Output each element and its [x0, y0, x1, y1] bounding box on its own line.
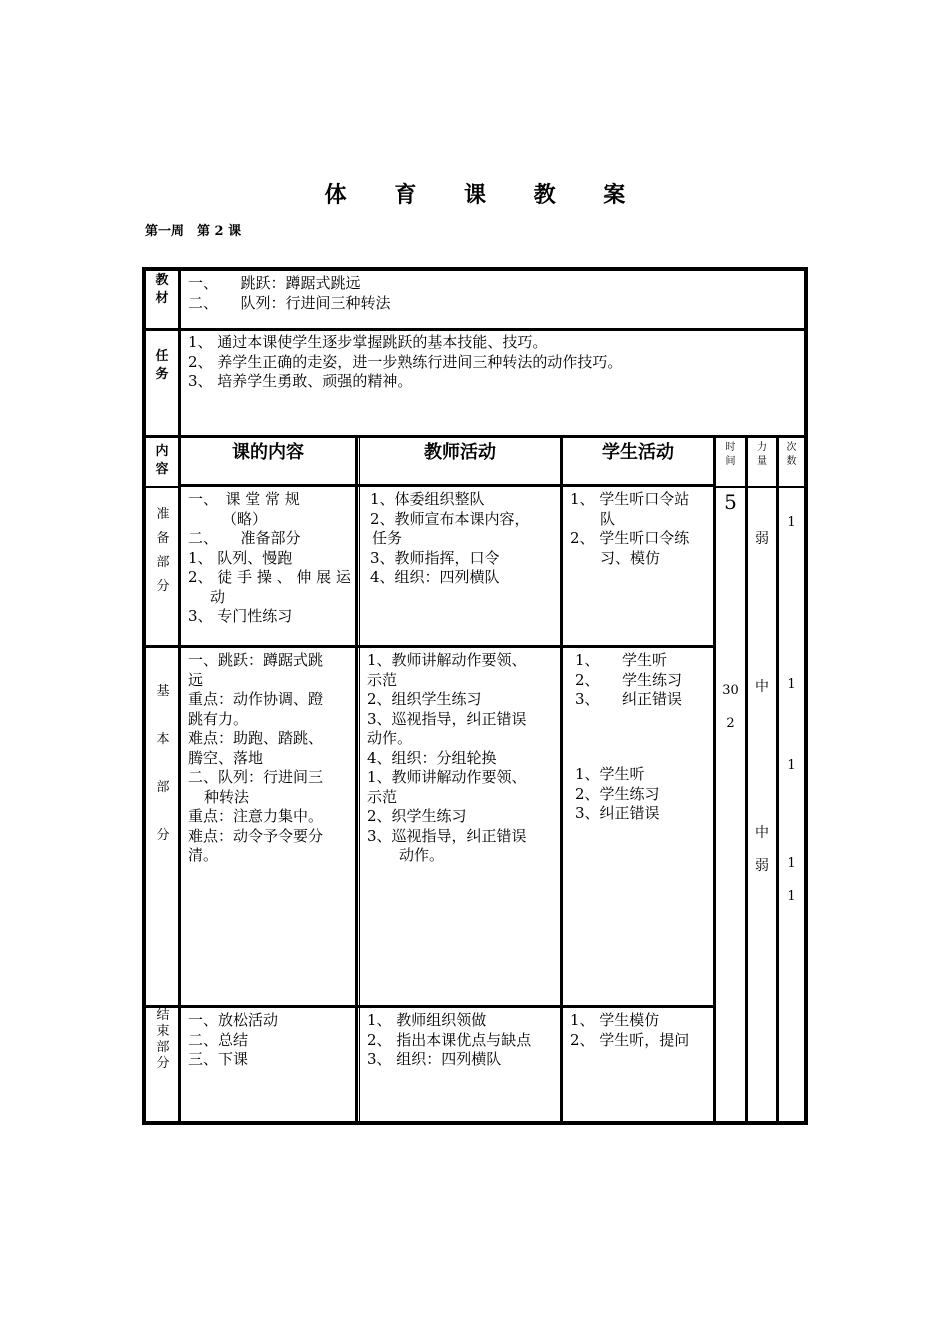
col-divider	[560, 437, 563, 1123]
row-divider	[178, 484, 715, 487]
main-time-1: 30	[722, 683, 739, 698]
main-times-2: 1	[787, 758, 796, 773]
main-time-2: 2	[726, 716, 735, 731]
table-border-right	[804, 267, 808, 1125]
main-strength-2: 中	[755, 825, 769, 841]
teacher-line: 3、巡视指导，纠正错误	[367, 826, 527, 845]
prep-student	[570, 490, 689, 568]
teacher-line: 动作。	[399, 846, 445, 864]
main-student-jump	[575, 651, 682, 710]
end-student	[570, 1011, 689, 1050]
teacher-line: 示范	[367, 670, 398, 689]
content-line: （略）	[222, 509, 268, 528]
materials-item: 二、 队列：行进间三种转法	[188, 293, 391, 312]
student-line: 队	[600, 509, 616, 528]
teacher-line: 动作。	[367, 729, 413, 747]
content-line: 一、放松活动	[188, 1011, 279, 1029]
table-border-top	[142, 267, 808, 271]
content-line: 二、总结	[188, 1030, 249, 1049]
content-line: 难点：动令予令要分	[188, 826, 324, 845]
row-divider	[142, 1005, 715, 1008]
content-line: 二、 准备部分	[188, 529, 301, 547]
row-divider	[716, 486, 808, 488]
student-line: 1、 学生模仿	[570, 1011, 660, 1029]
student-line: 1、学生听	[575, 765, 645, 783]
header-teacher-activity: 教师活动	[424, 442, 496, 463]
content-line: 一、跳跃：蹲踞式跳	[188, 651, 324, 669]
prep-times: 1	[787, 515, 796, 530]
col-divider	[776, 437, 779, 1123]
header-strength: 力 量	[757, 442, 767, 467]
main-times-4: 1	[787, 889, 796, 904]
task-item: 2、 养学生正确的走姿，进一步熟练行进间三种转法的动作技巧。	[188, 352, 623, 371]
teacher-line: 4、组织：四列横队	[370, 568, 500, 586]
content-line: 清。	[188, 846, 219, 864]
col-divider	[355, 437, 358, 1123]
col-divider	[178, 267, 181, 1125]
section-label-end: 结 束 部 分	[156, 1008, 170, 1071]
teacher-line: 2、 指出本课优点与缺点	[367, 1030, 532, 1049]
teacher-line: 4、组织：分组轮换	[367, 748, 497, 767]
tasks-list	[188, 333, 622, 392]
teacher-line: 2、教师宣布本课内容，	[370, 509, 530, 528]
teacher-line: 2、织学生练习	[367, 807, 467, 825]
teacher-line: 1、教师讲解动作要领、	[367, 768, 527, 786]
teacher-line: 任务	[372, 529, 403, 547]
content-line: 一、 课 堂 常 规	[188, 490, 300, 508]
student-line: 3、纠正错误	[575, 804, 660, 822]
page-title: 体 育 课 教 案	[324, 182, 646, 208]
prep-strength: 弱	[755, 531, 769, 547]
prep-content	[188, 490, 351, 627]
row-divider	[142, 328, 808, 331]
content-line: 三、下课	[188, 1050, 249, 1068]
section-label-prep: 准 备 部 分	[156, 507, 170, 594]
task-item: 1、 通过本课使学生逐步掌握跳跃的基本技能、技巧。	[188, 333, 548, 351]
content-line: 1、 队列、慢跑	[188, 548, 293, 567]
teacher-line: 1、体委组织整队	[370, 490, 485, 508]
content-line: 二、队列：行进间三	[188, 768, 324, 786]
main-content	[188, 651, 323, 866]
content-line: 重点：动作协调、蹬	[188, 690, 324, 708]
content-line: 种转法	[204, 787, 250, 806]
content-line: 腾空、落地	[188, 748, 264, 767]
task-item: 3、 培养学生勇敢、顽强的精神。	[188, 372, 413, 390]
content-line: 跳有力。	[188, 709, 249, 728]
main-times-1: 1	[787, 677, 796, 692]
content-line: 2、 徒 手 操 、 伸 展 运	[188, 568, 351, 586]
student-line: 1、 学生听口令站	[570, 490, 690, 508]
end-content	[188, 1011, 278, 1070]
table-border-left	[142, 267, 146, 1125]
table-border-bottom	[142, 1121, 808, 1125]
prep-teacher	[370, 490, 530, 588]
student-line: 3、 纠正错误	[575, 690, 683, 708]
row-divider	[142, 435, 808, 438]
main-strength-1: 中	[755, 679, 769, 695]
end-teacher	[367, 1011, 531, 1070]
materials-list	[188, 274, 391, 313]
main-student-drill	[575, 765, 660, 824]
teacher-line: 3、巡视指导，纠正错误	[367, 709, 527, 728]
row-divider	[142, 486, 180, 488]
prep-time: 5	[724, 490, 737, 514]
teacher-line: 1、 教师组织领做	[367, 1011, 487, 1029]
content-line: 动	[210, 587, 226, 606]
student-line: 2、 学生听，提问	[570, 1030, 690, 1049]
teacher-line: 示范	[367, 787, 398, 806]
student-line: 2、 学生练习	[575, 670, 683, 689]
student-line: 1、 学生听	[575, 651, 668, 669]
tasks-label: 任 务	[155, 349, 169, 382]
header-content-label: 内 容	[155, 444, 169, 477]
header-time: 时 间	[725, 442, 736, 467]
row-divider	[142, 645, 715, 648]
content-line: 重点：注意力集中。	[188, 807, 324, 825]
student-line: 2、 学生听口令练	[570, 529, 690, 547]
content-line: 远	[188, 670, 204, 689]
col-divider	[359, 437, 360, 1123]
teacher-line: 3、 组织：四列横队	[367, 1050, 502, 1068]
teacher-line: 3、教师指挥，口令	[370, 548, 500, 567]
teacher-line: 1、教师讲解动作要领、	[367, 651, 527, 669]
teacher-line: 2、组织学生练习	[367, 690, 482, 708]
content-line: 难点：助跑、踏跳、	[188, 729, 324, 747]
main-strength-3: 弱	[755, 858, 769, 874]
col-divider	[713, 437, 716, 1123]
materials-label: 教 材	[155, 273, 169, 306]
week-lesson-label: 第一周 第 2 课	[145, 224, 242, 239]
section-label-main: 基 本 部 分	[156, 684, 170, 843]
header-student-activity: 学生活动	[602, 442, 674, 463]
main-teacher	[367, 651, 527, 866]
materials-item: 一、 跳跃：蹲踞式跳远	[188, 274, 361, 292]
student-line: 2、学生练习	[575, 784, 660, 803]
student-line: 习、模仿	[600, 548, 661, 567]
main-times-3: 1	[787, 856, 796, 871]
header-times: 次 数	[786, 442, 797, 467]
header-lesson-content: 课的内容	[232, 442, 304, 463]
content-line: 3、 专门性练习	[188, 607, 293, 625]
